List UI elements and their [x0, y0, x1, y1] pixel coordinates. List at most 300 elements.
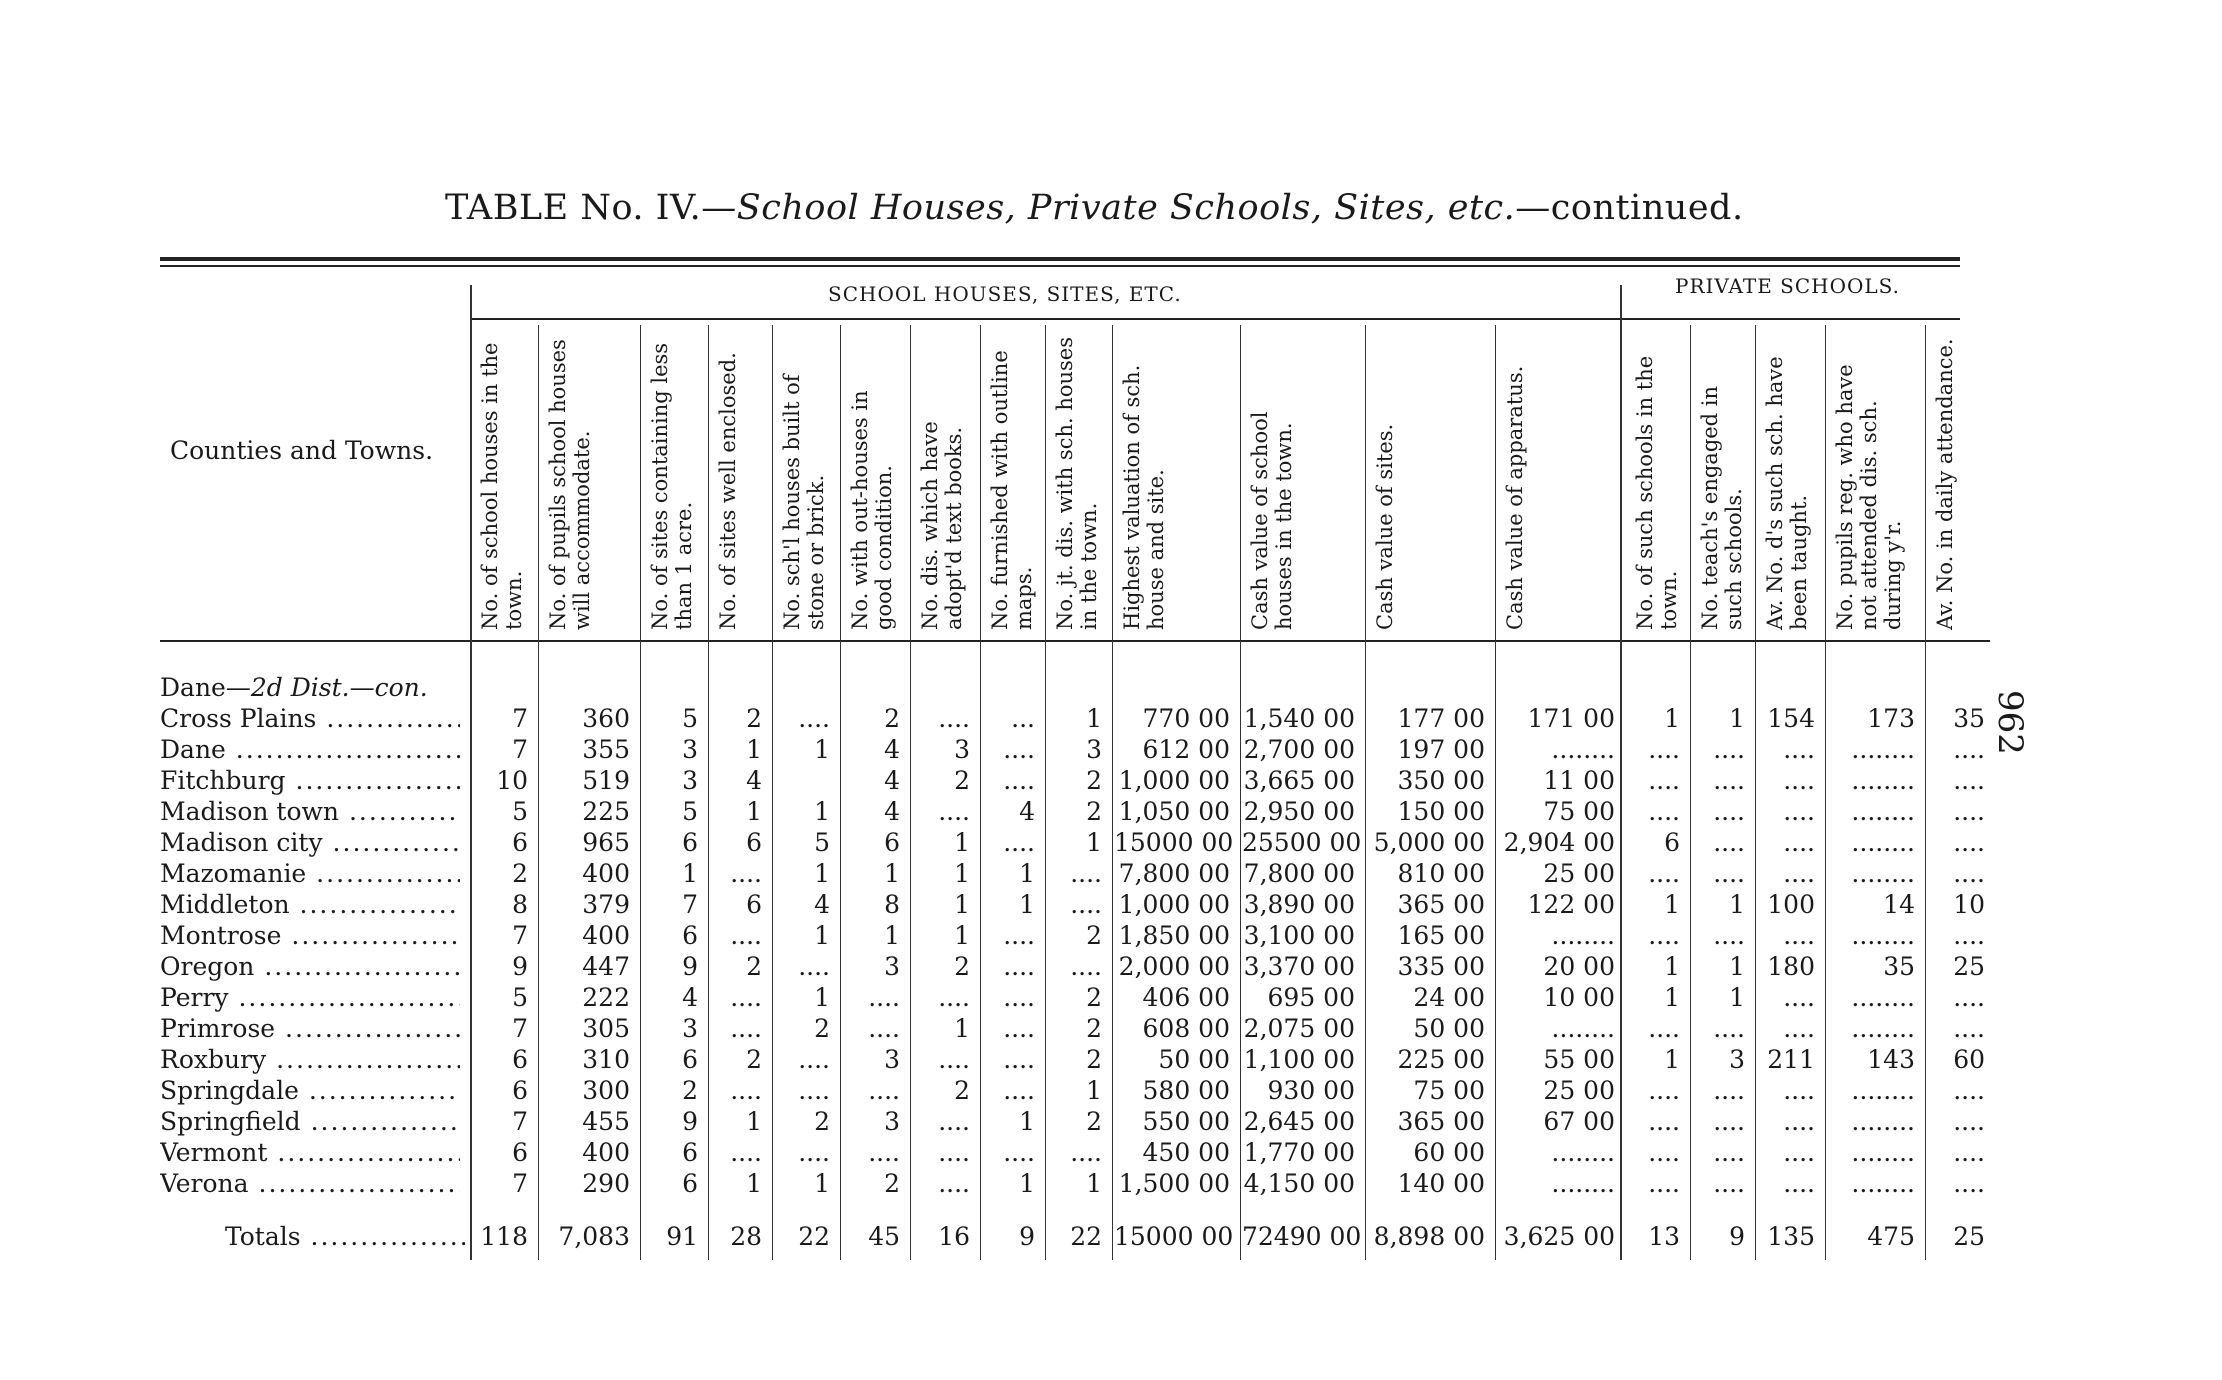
- table-cell: ....: [1783, 766, 1815, 795]
- table-cell: ........: [1851, 983, 1915, 1012]
- table-cell: 810 00: [1397, 859, 1485, 888]
- table-cell: 6: [746, 828, 762, 857]
- table-cell: 3: [1086, 735, 1102, 764]
- table-cell: 6: [682, 1045, 698, 1074]
- table-cell: ....: [1783, 1014, 1815, 1043]
- table-cell: ....: [1713, 766, 1745, 795]
- table-cell: ....: [1783, 1076, 1815, 1105]
- table-cell: 2,904 00: [1503, 828, 1615, 857]
- table-cell: ........: [1851, 1169, 1915, 1198]
- table-cell: ....: [1713, 828, 1745, 857]
- table-cell: ....: [798, 1138, 830, 1167]
- table-cell: 2: [1086, 1045, 1102, 1074]
- table-cell: 7: [512, 1169, 528, 1198]
- header-bottom-rule: [160, 640, 1990, 642]
- town-name: Montrose .....: [160, 921, 460, 951]
- table-cell: 28: [730, 1222, 762, 1251]
- table-cell: 35: [1953, 704, 1985, 733]
- table-cell: 177 00: [1397, 704, 1485, 733]
- table-cell: ....: [1003, 1014, 1035, 1043]
- table-row: [160, 1138, 2000, 1168]
- table-cell: 1: [746, 735, 762, 764]
- table-cell: ....: [798, 704, 830, 733]
- town-name: Fitchburg .....: [160, 766, 460, 796]
- table-cell: 25500 00: [1242, 828, 1362, 857]
- table-cell: 1: [746, 797, 762, 826]
- table-cell: ........: [1851, 1014, 1915, 1043]
- table-cell: ....: [730, 859, 762, 888]
- table-cell: 180: [1767, 952, 1815, 981]
- table-cell: ....: [1648, 1107, 1680, 1136]
- table-row: [160, 1076, 2000, 1106]
- table-cell: 3: [682, 766, 698, 795]
- table-cell: 550 00: [1142, 1107, 1230, 1136]
- town-name: Springfield .....: [160, 1107, 460, 1137]
- column-header-text: No. of pupils school houses will accommodate.: [546, 339, 594, 630]
- group-header-private-schools: PRIVATE SCHOOLS.: [1675, 274, 1901, 298]
- table-cell: ....: [1003, 1045, 1035, 1074]
- table-cell: 2: [1086, 983, 1102, 1012]
- table-cell: 1: [746, 1169, 762, 1198]
- table-cell: 11 00: [1543, 766, 1615, 795]
- table-row: [160, 952, 2000, 982]
- table-cell: 930 00: [1267, 1076, 1355, 1105]
- table-cell: 3,665 00: [1243, 766, 1355, 795]
- table-cell: 1: [1019, 1169, 1035, 1198]
- table-cell: 165 00: [1397, 921, 1485, 950]
- table-cell: ....: [1713, 1014, 1745, 1043]
- table-cell: 400: [582, 1138, 630, 1167]
- table-cell: ....: [1648, 859, 1680, 888]
- table-row: [160, 735, 2000, 765]
- table-cell: 3: [682, 735, 698, 764]
- table-cell: ....: [1783, 859, 1815, 888]
- table-cell: 122 00: [1527, 890, 1615, 919]
- table-cell: ........: [1851, 1107, 1915, 1136]
- table-cell: ....: [1070, 1138, 1102, 1167]
- table-cell: ....: [1648, 766, 1680, 795]
- table-cell: 8: [512, 890, 528, 919]
- table-cell: 10: [1953, 890, 1985, 919]
- table-cell: 1: [1664, 890, 1680, 919]
- table-cell: ....: [1713, 1076, 1745, 1105]
- table-cell: 1: [1086, 704, 1102, 733]
- town-name: Springdale .....: [160, 1076, 460, 1106]
- table-cell: 6: [512, 828, 528, 857]
- table-cell: 1: [1664, 952, 1680, 981]
- column-header: [478, 330, 536, 630]
- table-cell: 1: [814, 983, 830, 1012]
- table-cell: 211: [1767, 1045, 1815, 1074]
- table-cell: 154: [1767, 704, 1815, 733]
- table-cell: 4: [884, 766, 900, 795]
- table-cell: ....: [1783, 1169, 1815, 1198]
- table-cell: 2: [954, 766, 970, 795]
- table-cell: ........: [1851, 859, 1915, 888]
- town-name: Oregon .....: [160, 952, 460, 982]
- table-cell: ....: [1003, 921, 1035, 950]
- table-cell: ....: [1003, 952, 1035, 981]
- column-header: [1698, 330, 1753, 630]
- table-cell: ....: [1713, 859, 1745, 888]
- table-cell: 365 00: [1397, 890, 1485, 919]
- table-cell: 135: [1767, 1222, 1815, 1251]
- table-cell: 2: [1086, 797, 1102, 826]
- table-cell: 1: [814, 1169, 830, 1198]
- table-cell: 50 00: [1413, 1014, 1485, 1043]
- table-cell: 25: [1953, 952, 1985, 981]
- table-cell: 5: [682, 797, 698, 826]
- table-cell: 1: [1729, 983, 1745, 1012]
- table-cell: 4: [884, 797, 900, 826]
- table-cell: 1,000 00: [1118, 766, 1230, 795]
- table-cell: 4,150 00: [1243, 1169, 1355, 1198]
- title-suffix: —continued.: [1515, 188, 1744, 228]
- column-header-text: No. of sites well enclosed.: [716, 352, 740, 630]
- table-cell: 2: [512, 859, 528, 888]
- table-cell: 1: [954, 921, 970, 950]
- table-cell: [774, 766, 830, 796]
- table-cell: 447: [582, 952, 630, 981]
- table-cell: 15000 00: [1114, 1222, 1234, 1251]
- top-rule-thick: [160, 257, 1960, 261]
- table-cell: ........: [1851, 797, 1915, 826]
- table-cell: ...: [1011, 704, 1035, 733]
- table-cell: 6: [682, 1138, 698, 1167]
- column-header: [780, 330, 838, 630]
- table-cell: 300: [582, 1076, 630, 1105]
- table-cell: ....: [938, 1138, 970, 1167]
- table-cell: 2: [746, 1045, 762, 1074]
- table-cell: 91: [666, 1222, 698, 1251]
- table-cell: 22: [1070, 1222, 1102, 1251]
- table-cell: 355: [582, 735, 630, 764]
- table-cell: ........: [1851, 1138, 1915, 1167]
- table-cell: 25 00: [1543, 859, 1615, 888]
- table-cell: 1: [1729, 952, 1745, 981]
- table-cell: 9: [1019, 1222, 1035, 1251]
- table-cell: 1: [814, 735, 830, 764]
- table-cell: ....: [938, 1045, 970, 1074]
- table-cell: 2: [954, 1076, 970, 1105]
- page-number: 962: [1990, 690, 2030, 755]
- table-row: [160, 828, 2000, 858]
- table-cell: ....: [1953, 797, 1985, 826]
- table-cell: ....: [1648, 1076, 1680, 1105]
- table-cell: ....: [938, 1169, 970, 1198]
- table-cell: 450 00: [1142, 1138, 1230, 1167]
- column-header-text: Cash value of sites.: [1373, 423, 1397, 630]
- table-cell: 225 00: [1397, 1045, 1485, 1074]
- table-cell: 22: [798, 1222, 830, 1251]
- table-cell: 2,645 00: [1243, 1107, 1355, 1136]
- table-cell: 2: [1086, 1014, 1102, 1043]
- table-cell: ....: [1003, 766, 1035, 795]
- table-cell: ....: [1953, 828, 1985, 857]
- table-cell: 9: [512, 952, 528, 981]
- table-cell: 2,075 00: [1243, 1014, 1355, 1043]
- group-header-rule: [470, 318, 1960, 320]
- table-cell: ....: [730, 983, 762, 1012]
- column-header-text: Highest valuation of sch. house and site.: [1120, 364, 1168, 630]
- table-cell: 7,800 00: [1118, 859, 1230, 888]
- table-cell: 171 00: [1527, 704, 1615, 733]
- table-cell: 2: [814, 1107, 830, 1136]
- table-cell: 10 00: [1543, 983, 1615, 1012]
- table-cell: 1,500 00: [1118, 1169, 1230, 1198]
- column-header: [1053, 330, 1110, 630]
- table-cell: 7: [512, 1107, 528, 1136]
- table-cell: 612 00: [1142, 735, 1230, 764]
- town-name: Perry .....: [160, 983, 460, 1013]
- table-cell: 5,000 00: [1373, 828, 1485, 857]
- table-cell: 225: [582, 797, 630, 826]
- table-cell: ....: [1648, 1169, 1680, 1198]
- column-header-text: No. jt. dis. with sch. houses in the town.: [1053, 336, 1101, 630]
- table-cell: ........: [1551, 1138, 1615, 1167]
- table-cell: 3: [884, 952, 900, 981]
- table-cell: 400: [582, 859, 630, 888]
- table-cell: ....: [1953, 766, 1985, 795]
- table-cell: 4: [682, 983, 698, 1012]
- group-header-school-houses: SCHOOL HOUSES, SITES, ETC.: [828, 282, 1182, 306]
- table-cell: ....: [1953, 735, 1985, 764]
- table-cell: 14: [1883, 890, 1915, 919]
- table-cell: 360: [582, 704, 630, 733]
- table-cell: 8,898 00: [1373, 1222, 1485, 1251]
- town-name: Roxbury .....: [160, 1045, 460, 1075]
- table-cell: ........: [1551, 735, 1615, 764]
- table-cell: ....: [868, 1138, 900, 1167]
- town-name: Madison town .....: [160, 797, 460, 827]
- table-cell: ....: [1648, 1014, 1680, 1043]
- town-name: Cross Plains .....: [160, 704, 460, 734]
- table-cell: ....: [1713, 1138, 1745, 1167]
- column-header: [1373, 330, 1493, 630]
- table-cell: 72490 00: [1242, 1222, 1362, 1251]
- table-cell: ....: [1953, 921, 1985, 950]
- column-header: [648, 330, 706, 630]
- table-cell: 3: [1729, 1045, 1745, 1074]
- column-header: [918, 330, 978, 630]
- table-cell: 1: [1729, 704, 1745, 733]
- table-cell: ....: [1003, 983, 1035, 1012]
- table-cell: ....: [1783, 921, 1815, 950]
- table-cell: ....: [798, 952, 830, 981]
- column-header-text: No. dis. which have adopt'd text books.: [918, 421, 966, 630]
- table-cell: ....: [1648, 921, 1680, 950]
- table-cell: 10: [496, 766, 528, 795]
- table-cell: ....: [730, 1076, 762, 1105]
- table-cell: 118: [480, 1222, 528, 1251]
- column-header: [1503, 330, 1623, 630]
- table-cell: 1: [954, 828, 970, 857]
- column-header: [1933, 330, 1993, 630]
- table-cell: 15000 00: [1114, 828, 1234, 857]
- table-cell: ....: [1783, 983, 1815, 1012]
- table-cell: ....: [868, 1014, 900, 1043]
- table-cell: ....: [730, 1014, 762, 1043]
- column-header: [1248, 330, 1363, 630]
- column-header: [988, 330, 1043, 630]
- county-label: [160, 673, 428, 702]
- table-cell: 6: [682, 921, 698, 950]
- table-cell: ....: [1648, 1138, 1680, 1167]
- table-cell: ....: [1003, 1076, 1035, 1105]
- table-cell: ....: [1783, 1107, 1815, 1136]
- table-cell: 20 00: [1543, 952, 1615, 981]
- table-cell: 3,625 00: [1503, 1222, 1615, 1251]
- table-cell: ....: [938, 704, 970, 733]
- table-cell: ....: [1953, 859, 1985, 888]
- table-cell: ....: [1953, 1076, 1985, 1105]
- column-header: [1633, 330, 1688, 630]
- table-cell: 1,540 00: [1243, 704, 1355, 733]
- table-cell: 4: [814, 890, 830, 919]
- column-header-text: No. with out-houses in good condition.: [848, 390, 896, 630]
- table-cell: 173: [1867, 704, 1915, 733]
- county-suffix: —2d Dist.—con.: [225, 673, 428, 702]
- table-cell: ....: [868, 983, 900, 1012]
- table-cell: 13: [1648, 1222, 1680, 1251]
- table-cell: 222: [582, 983, 630, 1012]
- table-cell: 25: [1953, 1222, 1985, 1251]
- table-cell: 7: [512, 735, 528, 764]
- table-cell: ....: [1953, 1014, 1985, 1043]
- table-cell: ....: [1003, 828, 1035, 857]
- table-cell: ........: [1851, 735, 1915, 764]
- table-cell: 7,083: [558, 1222, 630, 1251]
- table-cell: 1,000 00: [1118, 890, 1230, 919]
- table-cell: ........: [1851, 828, 1915, 857]
- town-name: Verona .....: [160, 1169, 460, 1199]
- table-cell: 3: [884, 1107, 900, 1136]
- column-header-text: No. of school houses in the town.: [478, 342, 526, 630]
- table-cell: 4: [884, 735, 900, 764]
- table-cell: ....: [1783, 797, 1815, 826]
- town-name: Vermont .....: [160, 1138, 460, 1168]
- table-cell: 1: [682, 859, 698, 888]
- table-cell: 2: [884, 1169, 900, 1198]
- table-row: [160, 859, 2000, 889]
- table-cell: 1: [1086, 1076, 1102, 1105]
- table-cell: 2: [814, 1014, 830, 1043]
- table-cell: 310: [582, 1045, 630, 1074]
- table-cell: ....: [1070, 890, 1102, 919]
- table-cell: ....: [938, 983, 970, 1012]
- table-cell: ....: [1783, 828, 1815, 857]
- column-header: [1120, 330, 1238, 630]
- table-row: [160, 890, 2000, 920]
- table-cell: ....: [938, 797, 970, 826]
- table-cell: 3: [954, 735, 970, 764]
- table-cell: 1: [1664, 1045, 1680, 1074]
- table-cell: 67 00: [1543, 1107, 1615, 1136]
- column-header: [546, 330, 638, 630]
- table-cell: 335 00: [1397, 952, 1485, 981]
- table-cell: ....: [1953, 1107, 1985, 1136]
- column-header-text: No. of such schools in the town.: [1633, 355, 1681, 630]
- table-cell: 5: [682, 704, 698, 733]
- table-cell: ........: [1851, 1076, 1915, 1105]
- table-cell: ....: [1648, 735, 1680, 764]
- table-cell: 3: [682, 1014, 698, 1043]
- table-cell: 1,050 00: [1118, 797, 1230, 826]
- table-cell: 3,100 00: [1243, 921, 1355, 950]
- table-cell: 379: [582, 890, 630, 919]
- table-cell: 9: [682, 952, 698, 981]
- table-cell: 6: [682, 828, 698, 857]
- table-cell: 1: [1019, 1107, 1035, 1136]
- table-cell: 406 00: [1142, 983, 1230, 1012]
- table-cell: 7: [512, 704, 528, 733]
- table-cell: 50 00: [1158, 1045, 1230, 1074]
- table-cell: 143: [1867, 1045, 1915, 1074]
- table-row: [160, 921, 2000, 951]
- column-header-text: No. of sites containing less than 1 acre.: [648, 342, 696, 630]
- table-cell: 150 00: [1397, 797, 1485, 826]
- totals-label: Totals .....: [225, 1222, 465, 1252]
- table-cell: 4: [746, 766, 762, 795]
- table-cell: ....: [798, 1076, 830, 1105]
- table-row: [160, 983, 2000, 1013]
- table-cell: 770 00: [1142, 704, 1230, 733]
- table-cell: 2,700 00: [1243, 735, 1355, 764]
- table-cell: 1: [814, 859, 830, 888]
- column-header-text: Av. No. d's such sch. have been taught.: [1763, 356, 1811, 630]
- table-cell: 1: [1664, 983, 1680, 1012]
- town-name: Dane .....: [160, 735, 460, 765]
- town-name: Primrose .....: [160, 1014, 460, 1044]
- table-cell: 1: [1664, 704, 1680, 733]
- table-cell: 9: [682, 1107, 698, 1136]
- page-title: [445, 188, 1744, 228]
- table-cell: ....: [1070, 952, 1102, 981]
- table-cell: 519: [582, 766, 630, 795]
- table-cell: 2: [746, 704, 762, 733]
- table-cell: ....: [1003, 735, 1035, 764]
- table-cell: 2: [746, 952, 762, 981]
- table-cell: ....: [1953, 1169, 1985, 1198]
- county-name: Dane: [160, 673, 226, 702]
- table-cell: ....: [1713, 797, 1745, 826]
- column-header: [1763, 330, 1823, 630]
- table-cell: 608 00: [1142, 1014, 1230, 1043]
- table-cell: 1: [884, 921, 900, 950]
- column-header-text: Cash value of school houses in the town.: [1248, 411, 1296, 630]
- column-header: [848, 330, 908, 630]
- table-cell: 3,370 00: [1243, 952, 1355, 981]
- table-cell: 8: [884, 890, 900, 919]
- table-cell: 7: [512, 921, 528, 950]
- table-cell: 24 00: [1413, 983, 1485, 1012]
- table-cell: ....: [1070, 859, 1102, 888]
- table-cell: 6: [682, 1169, 698, 1198]
- table-cell: 60: [1953, 1045, 1985, 1074]
- table-cell: ....: [938, 1107, 970, 1136]
- table-cell: ....: [1713, 1107, 1745, 1136]
- table-cell: 5: [512, 797, 528, 826]
- table-cell: 695 00: [1267, 983, 1355, 1012]
- table-cell: ....: [1783, 1138, 1815, 1167]
- table-row: [160, 797, 2000, 827]
- column-header-text: Cash value of apparatus.: [1503, 365, 1527, 630]
- table-cell: 5: [814, 828, 830, 857]
- table-cell: ....: [1783, 735, 1815, 764]
- table-cell: 1: [884, 859, 900, 888]
- column-header-text: No. teach's engaged in such schools.: [1698, 385, 1746, 630]
- table-cell: 350 00: [1397, 766, 1485, 795]
